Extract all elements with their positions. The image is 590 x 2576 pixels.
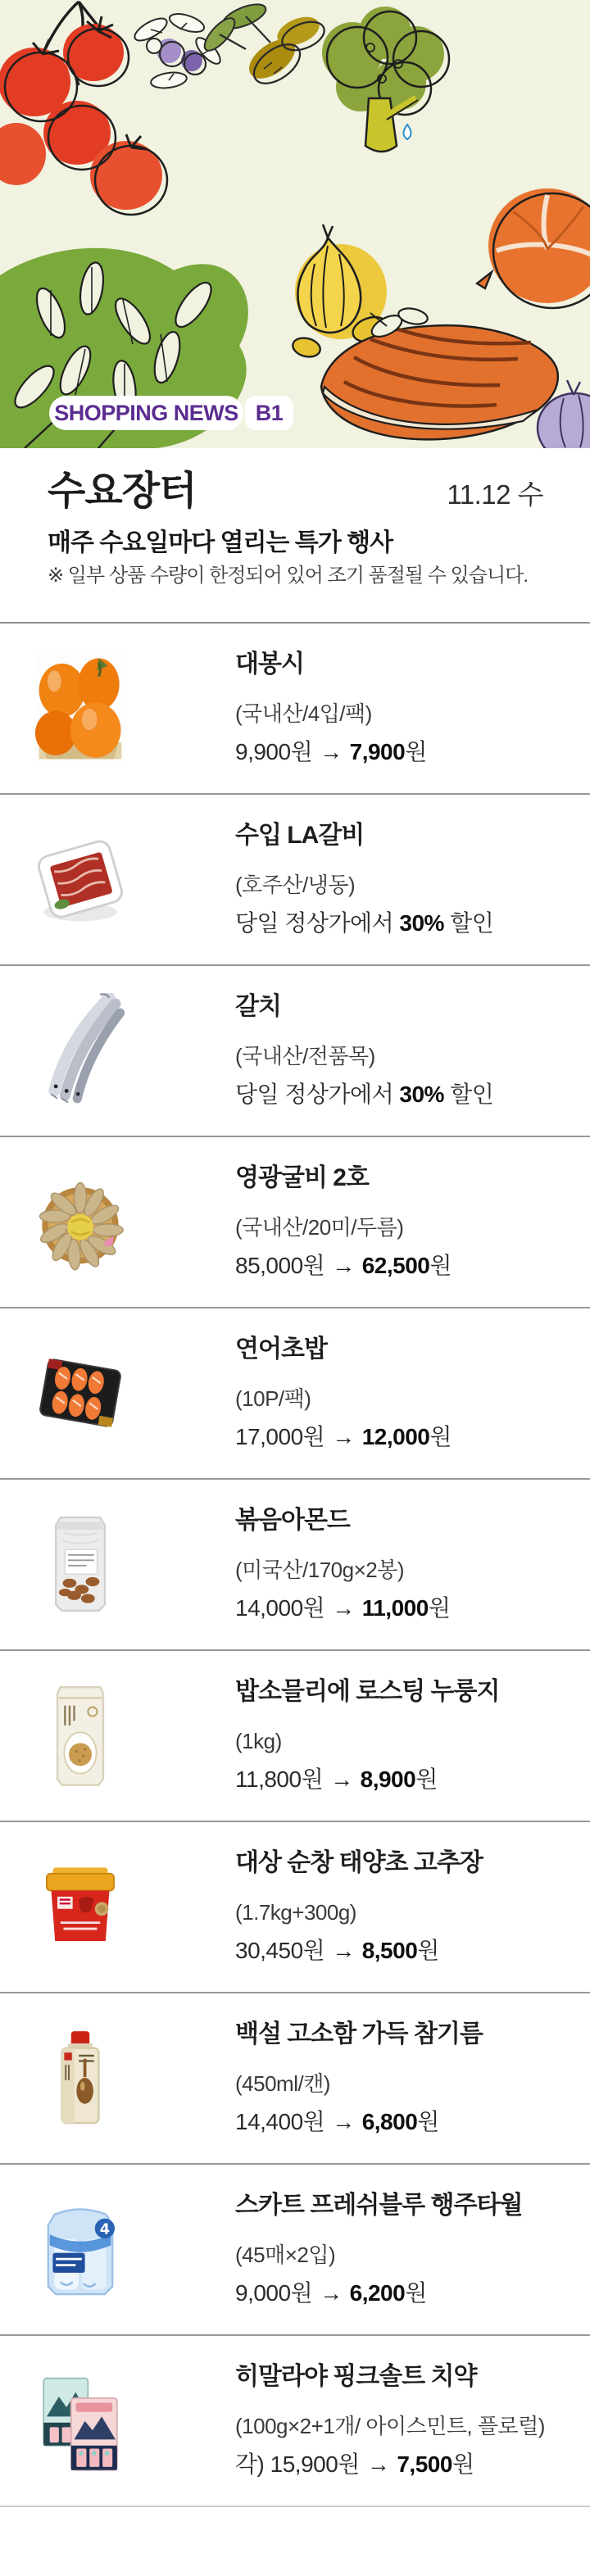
event-subtitle: 매주 수요일마다 열리는 특가 행사 (48, 528, 393, 556)
product-price: 14,400원 → 6,800원 (235, 2108, 439, 2134)
product-info (235, 1336, 452, 1450)
title-row (48, 468, 543, 515)
banner (0, 0, 590, 448)
product-info (235, 1849, 483, 1964)
page-number-pill (245, 396, 293, 430)
product-price: 85,000원 → 62,500원 (235, 1252, 452, 1278)
product-price: 각) 15,900원 → 7,500원 (235, 2451, 474, 2477)
sesame-oil-image (33, 2012, 127, 2143)
hairtail-image (33, 985, 127, 1116)
product-price: 30,450원 → 8,500원 (235, 1937, 439, 1963)
product-spec: (미국산/170g×2봉) (235, 1558, 404, 1583)
product-price: 11,800원 → 8,900원 (235, 1766, 438, 1792)
event-header (0, 448, 590, 624)
product-price: 17,000원 → 12,000원 (235, 1423, 452, 1449)
product-spec: (국내산/4입/팩) (235, 701, 372, 727)
product-name: 대상 순창 태양초 고추장 (235, 1848, 483, 1876)
product-info (235, 822, 493, 937)
product-spec: (국내산/전품목) (235, 1044, 375, 1069)
product-price: 14,000원 → 11,000원 (235, 1594, 451, 1621)
product-name: 연어초밥 (235, 1335, 327, 1363)
page-number-label: B1 (255, 400, 284, 425)
product-info (235, 2363, 545, 2478)
product-name: 백설 고소함 가득 참기름 (235, 2020, 483, 2048)
product-name: 히말라야 핑크솔트 치약 (235, 2362, 477, 2390)
product-spec: (45매×2입) (235, 2243, 336, 2268)
nurungji-image (33, 1670, 127, 1801)
product-spec: (호주산/냉동) (235, 873, 356, 898)
product-info (235, 1678, 499, 1793)
product-row (0, 624, 590, 795)
product-row (0, 1822, 590, 1993)
banner-illustration (0, 0, 590, 448)
product-spec: (1kg) (235, 1729, 282, 1754)
product-price: 9,900원 → 7,900원 (235, 738, 427, 764)
product-name: 영광굴비 2호 (235, 1163, 369, 1191)
product-info (235, 2020, 483, 2135)
product-row (0, 2336, 590, 2507)
product-row (0, 966, 590, 1137)
product-info (235, 2192, 522, 2306)
product-spec: (국내산/20미/두름) (235, 1215, 404, 1240)
dish-towel-image (33, 2184, 127, 2315)
la-ribs-image (33, 814, 127, 945)
product-row (0, 2165, 590, 2336)
almonds-image (33, 1499, 127, 1630)
product-name: 갈치 (235, 992, 281, 1020)
product-row (0, 1137, 590, 1308)
event-note: ※ 일부 상품 수량이 한정되어 있어 조기 품절될 수 있습니다. (48, 564, 529, 587)
product-spec: (450ml/캔) (235, 2071, 330, 2097)
product-info (235, 651, 427, 765)
shopping-news-badge (49, 396, 293, 430)
product-row (0, 1993, 590, 2165)
persimmon-image (33, 642, 127, 773)
product-spec: (10P/팩) (235, 1386, 311, 1412)
product-price: 9,000원 → 6,200원 (235, 2279, 427, 2306)
product-name: 볶음아몬드 (235, 1506, 350, 1534)
product-price: 당일 정상가에서 30% 할인 (235, 1081, 494, 1107)
product-row (0, 1651, 590, 1822)
product-row (0, 1480, 590, 1651)
product-row (0, 1308, 590, 1480)
product-spec: (100g×2+1개/ 아이스민트, 플로럴) (235, 2414, 545, 2439)
product-info (235, 1507, 450, 1621)
page-title: 수요장터 (48, 469, 197, 513)
product-row (0, 795, 590, 966)
salmon-sushi-image (33, 1327, 127, 1458)
event-date: 11.12 수 (447, 479, 543, 510)
product-name: 밥소믈리에 로스팅 누룽지 (235, 1677, 500, 1705)
product-name: 대봉시 (235, 650, 304, 678)
product-price: 당일 정상가에서 30% 할인 (235, 909, 494, 936)
product-info (235, 1164, 452, 1279)
gochujang-image (33, 1841, 127, 1972)
toothpaste-image (33, 2355, 127, 2486)
shopping-news-pill (49, 396, 243, 430)
svg-text:4: 4 (99, 2221, 110, 2238)
shopping-news-label: SHOPPING NEWS (54, 400, 238, 425)
product-spec: (1.7kg+300g) (235, 1900, 356, 1925)
gulbi-image (33, 1156, 127, 1287)
product-info (235, 993, 493, 1108)
product-name: 수입 LA갈비 (235, 821, 365, 849)
product-list (0, 624, 590, 2507)
product-name: 스카트 프레쉬블루 행주타월 (235, 2191, 523, 2219)
